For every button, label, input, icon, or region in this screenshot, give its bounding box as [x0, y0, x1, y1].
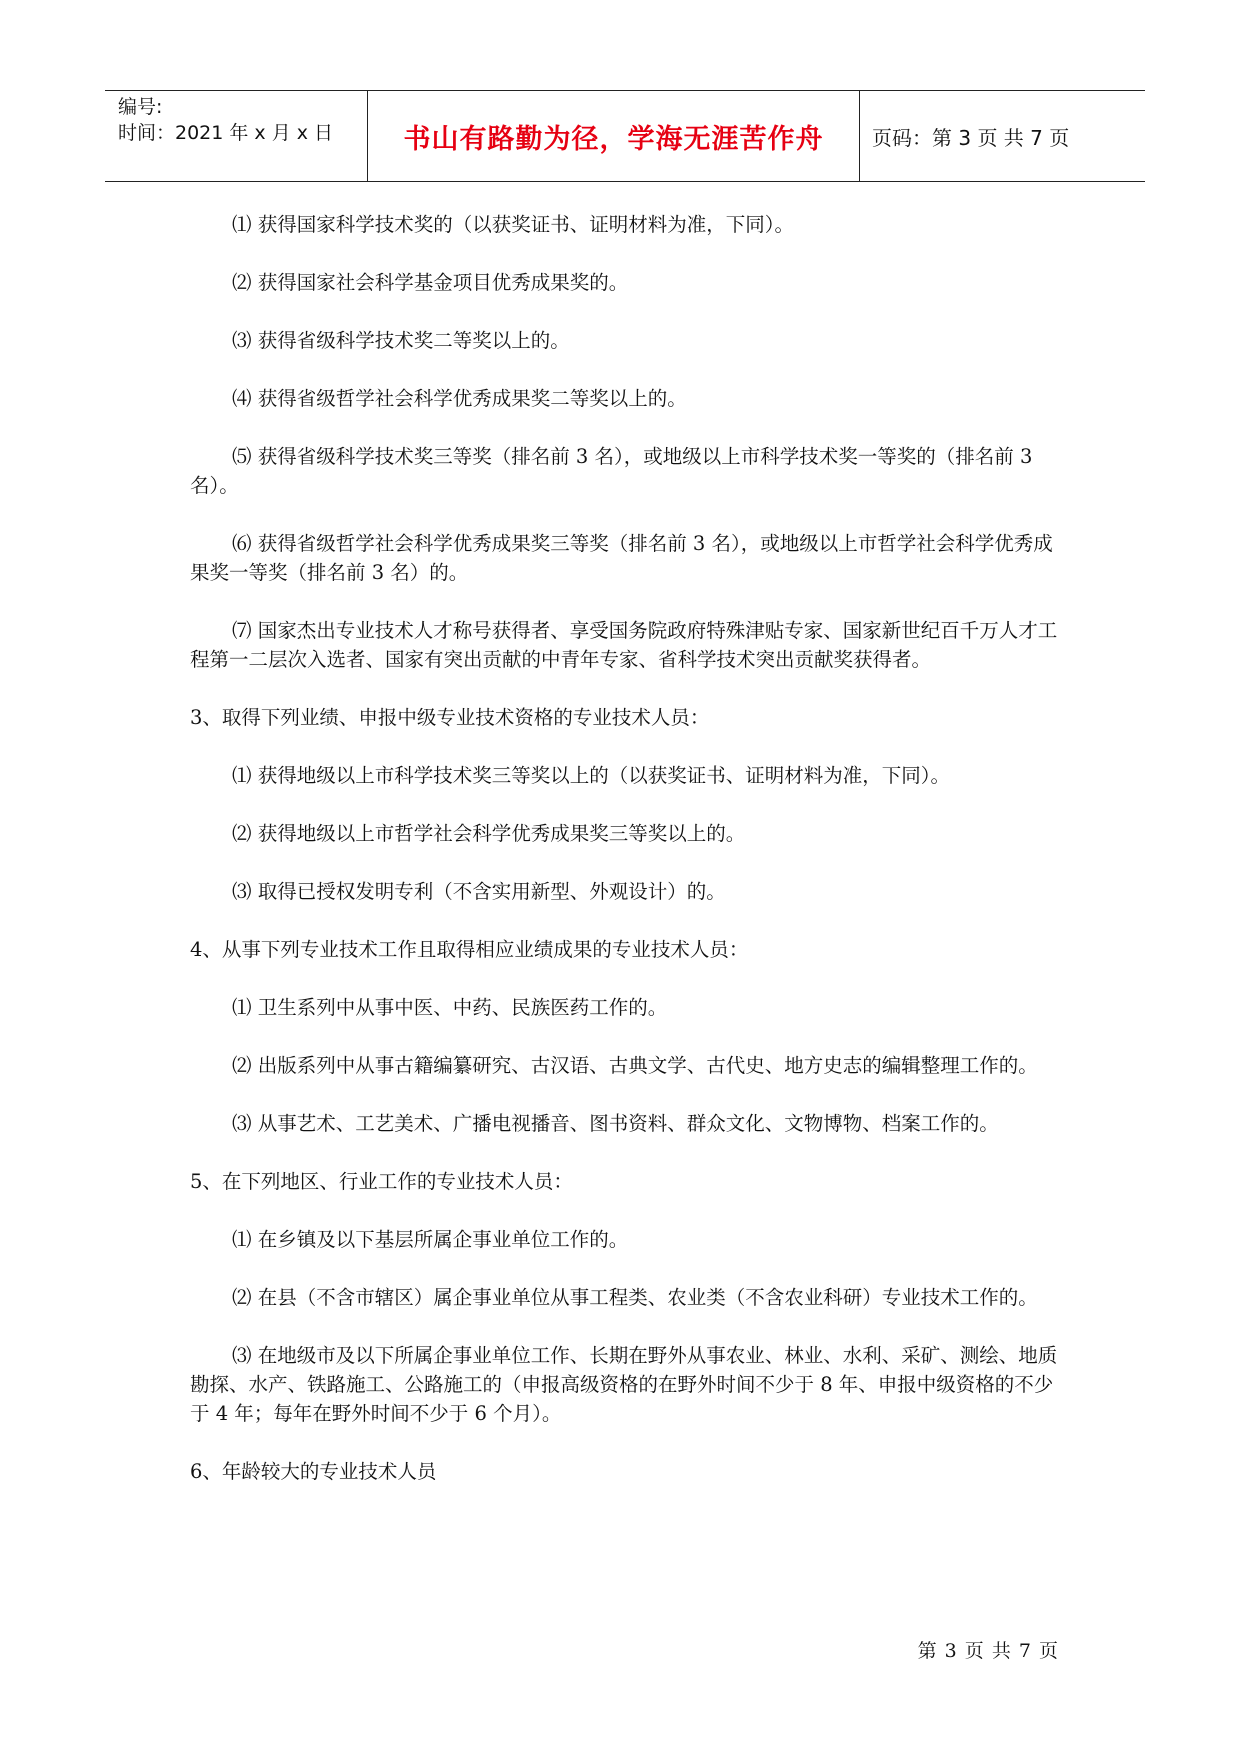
- list-item: ⑶ 从事艺术、工艺美术、广播电视播音、图书资料、群众文化、文物博物、档案工作的。: [232, 1112, 999, 1135]
- document-header: [105, 90, 1145, 182]
- header-page-label: 页码：第 3 页 共 7 页: [872, 125, 1070, 150]
- list-item: ⑵ 在县（不含市辖区）属企事业单位从事工程类、农业类（不含农业科研）专业技术工作的。: [232, 1286, 1038, 1309]
- header-meta: [105, 91, 368, 181]
- list-item: ⑵ 出版系列中从事古籍编纂研究、古汉语、古典文学、古代史、地方史志的编辑整理工作的。: [232, 1054, 1038, 1077]
- list-item: ⑸ 获得省级科学技术奖三等奖（排名前 3 名），或地级以上市科学技术奖一等奖的（排名前 3 名）。: [190, 445, 1033, 497]
- header-motto: 书山有路勤为径，学海无涯苦作舟: [368, 91, 860, 181]
- list-item: ⑴ 获得国家科学技术奖的（以获奖证书、证明材料为准，下同）。: [232, 213, 794, 236]
- document-body: [190, 210, 1060, 1515]
- time-label: 时间：2021 年 x 月 x 日: [118, 122, 334, 144]
- list-item: ⑴ 在乡镇及以下基层所属企事业单位工作的。: [232, 1228, 629, 1251]
- list-item: ⑶ 获得省级科学技术奖二等奖以上的。: [232, 329, 570, 352]
- page-footer: 第 3 页 共 7 页: [917, 1640, 1059, 1662]
- list-item: ⑴ 获得地级以上市科学技术奖三等奖以上的（以获奖证书、证明材料为准，下同）。: [232, 764, 950, 787]
- list-item: ⑴ 卫生系列中从事中医、中药、民族医药工作的。: [232, 996, 668, 1019]
- list-item: ⑶ 取得已授权发明专利（不含实用新型、外观设计）的。: [232, 880, 726, 903]
- number-label: 编号:: [118, 96, 163, 118]
- list-item: ⑹ 获得省级哲学社会科学优秀成果奖三等奖（排名前 3 名），或地级以上市哲学社会科学优秀成果奖一等奖（排名前 3 名）的。: [190, 532, 1053, 584]
- section-heading: 6、年龄较大的专业技术人员: [190, 1460, 437, 1483]
- section-heading: 4、从事下列专业技术工作且取得相应业绩成果的专业技术人员：: [190, 938, 749, 961]
- list-item: ⑵ 获得地级以上市哲学社会科学优秀成果奖三等奖以上的。: [232, 822, 746, 845]
- section-heading: 5、在下列地区、行业工作的专业技术人员：: [190, 1170, 573, 1193]
- list-item: ⑵ 获得国家社会科学基金项目优秀成果奖的。: [232, 271, 629, 294]
- list-item: ⑺ 国家杰出专业技术人才称号获得者、享受国务院政府特殊津贴专家、国家新世纪百千万人才工程第一二层次入选者、国家有突出贡献的中青年专家、省科学技术突出贡献奖获得者。: [190, 619, 1058, 671]
- list-item: ⑶ 在地级市及以下所属企事业单位工作、长期在野外从事农业、林业、水利、采矿、测绘、地质勘探、水产、铁路施工、公路施工的（申报高级资格的在野外时间不少于 8 年、申报中级资格的不少于 4 年；每年在野外时间不少于 6 个月）。: [190, 1344, 1058, 1425]
- list-item: ⑷ 获得省级哲学社会科学优秀成果奖二等奖以上的。: [232, 387, 687, 410]
- section-heading: 3、取得下列业绩、申报中级专业技术资格的专业技术人员：: [190, 706, 710, 729]
